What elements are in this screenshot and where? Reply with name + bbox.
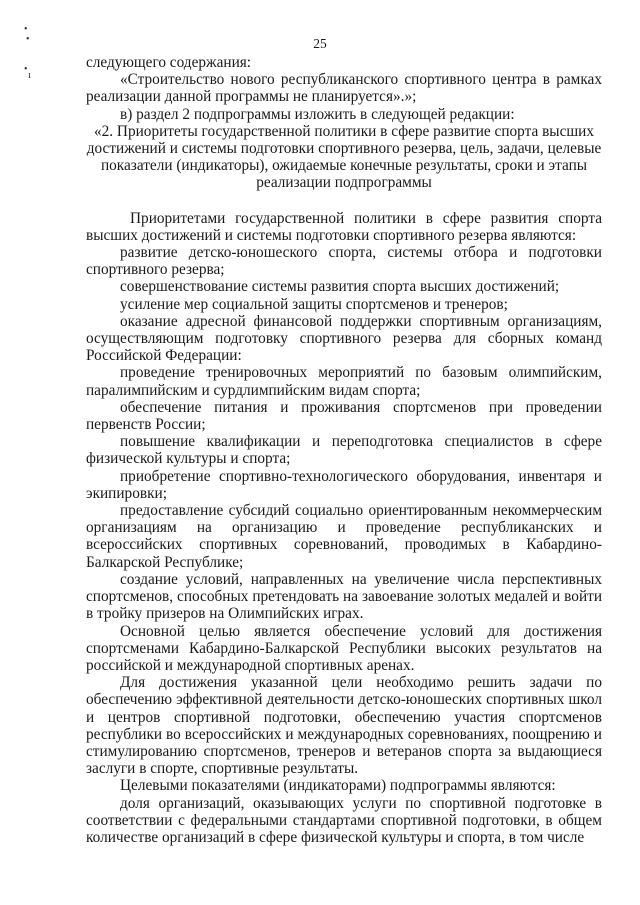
paragraph: следующего содержания:	[86, 54, 252, 71]
list-item: проведение тренировочных мероприятий по базовым олимпийским, паралимпийским и сурдлимпийским видам спорта;	[86, 364, 602, 399]
paragraph: Для достижения указанной цели необходимо решить задачи по обеспечению эффективной деятельности детско-юношеских спортивных школ и центров спортивной подготовки, обеспечению участия спортсменов республики во всероссийских и международных соревнованиях, поощрению и стимулированию спортсменов, тренеров и ветеранов спорта за выдающиеся заслуги в спорте, спортивные результаты.	[86, 674, 602, 778]
paragraph: Основной целью является обеспечение условий для достижения спортсменами Кабардино-Балкарской Республики высоких результатов на российской и международной спортивных аренах.	[86, 622, 602, 674]
paragraph: в) раздел 2 подпрограммы изложить в следующей редакции:	[120, 105, 515, 123]
scan-mark: •	[26, 34, 30, 45]
paragraph: Целевыми показателями (индикаторами) подпрограммы являются:	[120, 777, 556, 795]
list-item: совершенствование системы развития спорта высших достижений;	[120, 278, 560, 296]
document-body	[86, 54, 602, 846]
paragraph: Приоритетами государственной политики в сфере развития спорта высших достижений и системы подготовки спортивного резерва являются:	[86, 209, 602, 244]
list-item: доля организаций, оказывающих услуги по спортивной подготовке в соответствии с федеральными стандартами спортивной подготовки, в общем количестве организаций в сфере физической культуры и спорта, в том числе	[86, 794, 602, 846]
page-number: 25	[313, 36, 327, 51]
list-item: предоставление субсидий социально ориентированным некоммерческим организациям на организацию и проведение республиканских и всероссийских спортивных соревнований, проводимых в Кабардино-Балкарской Республике;	[86, 502, 602, 571]
list-item: обеспечение питания и проживания спортсменов при проведении первенств России;	[86, 398, 602, 434]
scan-mark: ı	[28, 70, 31, 81]
section-heading: «2. Приоритеты государственной политики в сфере развитие спорта высших достижений и системы подготовки спортивного резерва, цель, задачи, целевые показатели (индикаторы), ожидаемые конечные результаты, сроки и этапы реализации подпрограммы	[86, 122, 602, 192]
list-item: развитие детско-юношеского спорта, системы отбора и подготовки спортивного резерва;	[86, 244, 602, 279]
scan-mark: •	[24, 24, 28, 35]
list-item: оказание адресной финансовой поддержки спортивным организациям, осуществляющим подготовку спортивного резерва для сборных команд Российской Федерации:	[86, 312, 602, 365]
list-item: усиление мер социальной защиты спортсменов и тренеров;	[120, 295, 508, 313]
list-item: создание условий, направленных на увеличение числа перспективных спортсменов, способных претендовать на завоевание золотых медалей и войти в тройку призеров на Олимпийских играх.	[86, 570, 602, 623]
list-item: приобретение спортивно-технологического оборудования, инвентаря и экипировки;	[86, 467, 602, 502]
paragraph: «Строительство нового республиканского спортивного центра в рамках реализации данной программы не планируется».»;	[86, 71, 602, 106]
list-item: повышение квалификации и переподготовка специалистов в сфере физической культуры и спорта;	[86, 433, 602, 468]
scan-mark: •	[24, 64, 28, 75]
